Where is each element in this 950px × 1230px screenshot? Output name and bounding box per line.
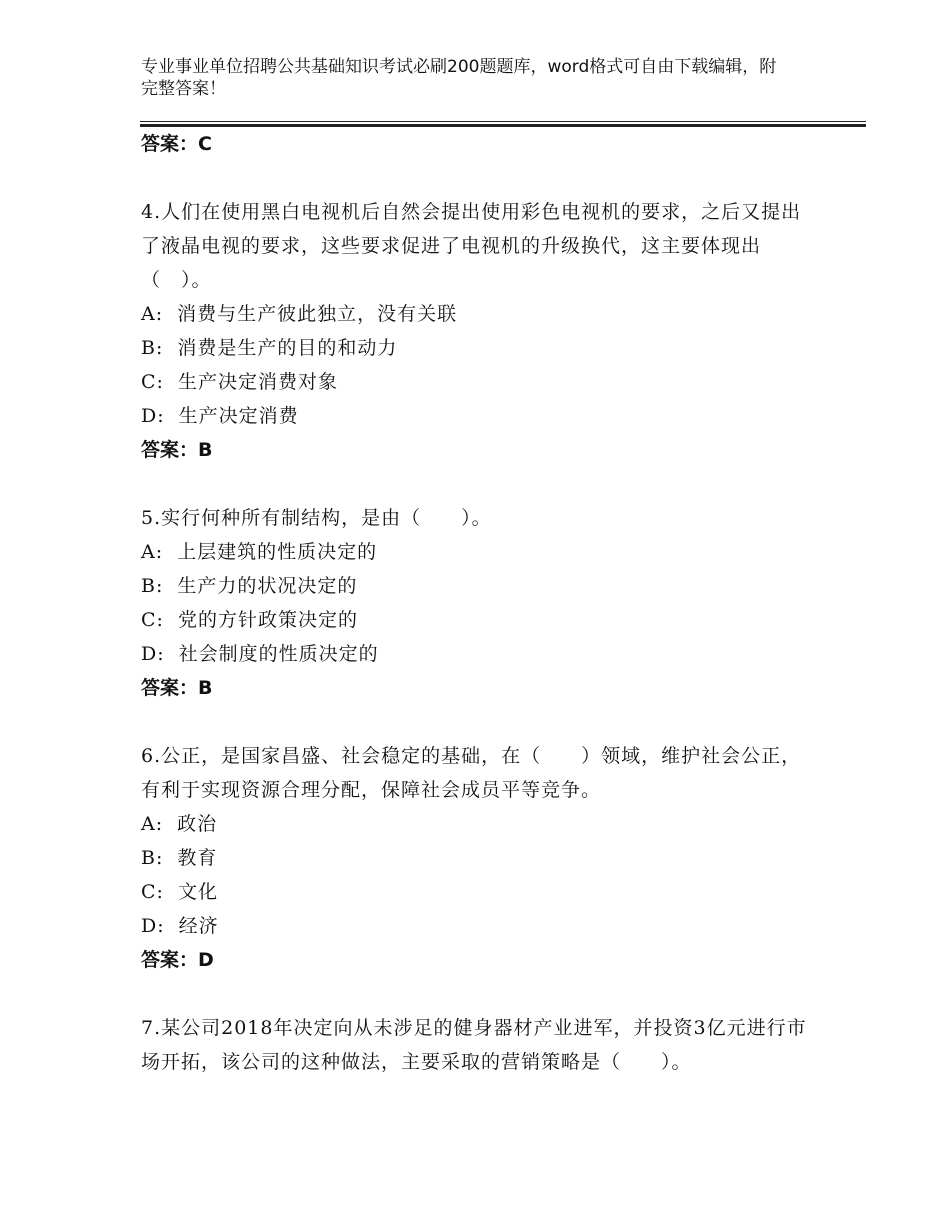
question-stem: 6.公正，是国家昌盛、社会稳定的基础，在（ ）领域，维护社会公正，有利于实现资源合理分配，保障社会成员平等竞争。 (141, 745, 802, 801)
option-key: A: (141, 813, 164, 835)
option-key: D: (141, 915, 165, 937)
question-stem: 7.某公司2018年决定向从未涉足的健身器材产业进军，并投资3亿元进行市场开拓，该公司的这种做法，主要采取的营销策略是（ ）。 (141, 1017, 807, 1073)
option-key: A: (141, 303, 164, 325)
option-c (141, 875, 821, 909)
question-4 (141, 195, 821, 467)
option-key: C: (141, 881, 164, 903)
option-b (141, 331, 821, 365)
option-text: 政治 (177, 813, 218, 835)
option-text: 文化 (177, 881, 218, 903)
option-c (141, 365, 821, 399)
header-divider-thin (140, 121, 866, 122)
answer-label: 答案：B (141, 439, 213, 461)
option-text: 生产决定消费 (178, 405, 299, 427)
option-text: 上层建筑的性质决定的 (177, 541, 378, 563)
option-key: B: (141, 337, 164, 359)
question-7 (141, 1011, 821, 1079)
option-text: 经济 (178, 915, 219, 937)
option-key: B: (141, 847, 164, 869)
option-key: C: (141, 609, 164, 631)
option-key: D: (141, 643, 165, 665)
option-a (141, 535, 821, 569)
question-5 (141, 501, 821, 705)
answer-label: 答案：D (141, 949, 214, 971)
option-b (141, 841, 821, 875)
option-c (141, 603, 821, 637)
question-stem: 5.实行何种所有制结构，是由（ ）。 (141, 507, 492, 529)
option-d (141, 399, 821, 433)
option-key: D: (141, 405, 165, 427)
option-text: 生产力的状况决定的 (177, 575, 358, 597)
option-text: 党的方针政策决定的 (177, 609, 358, 631)
option-key: B: (141, 575, 164, 597)
question-list (141, 127, 821, 1079)
question-6 (141, 739, 821, 977)
option-key: A: (141, 541, 164, 563)
answer-label: 答案：B (141, 677, 213, 699)
option-text: 消费是生产的目的和动力 (177, 337, 398, 359)
option-key: C: (141, 371, 164, 393)
option-text: 生产决定消费对象 (177, 371, 338, 393)
option-d (141, 909, 821, 943)
previous-answer: 答案：C (141, 133, 212, 155)
document-title: 专业事业单位招聘公共基础知识考试必刷200题题库，word格式可自由下载编辑，附完整答案！ (141, 57, 777, 99)
page-header (141, 56, 791, 100)
option-b (141, 569, 821, 603)
option-a (141, 297, 821, 331)
option-d (141, 637, 821, 671)
option-a (141, 807, 821, 841)
option-text: 消费与生产彼此独立，没有关联 (177, 303, 458, 325)
option-text: 教育 (177, 847, 218, 869)
option-text: 社会制度的性质决定的 (178, 643, 379, 665)
question-stem: 4.人们在使用黑白电视机后自然会提出使用彩色电视机的要求，之后又提出了液晶电视的要求，这些要求促进了电视机的升级换代，这主要体现出（ ）。 (141, 201, 802, 291)
